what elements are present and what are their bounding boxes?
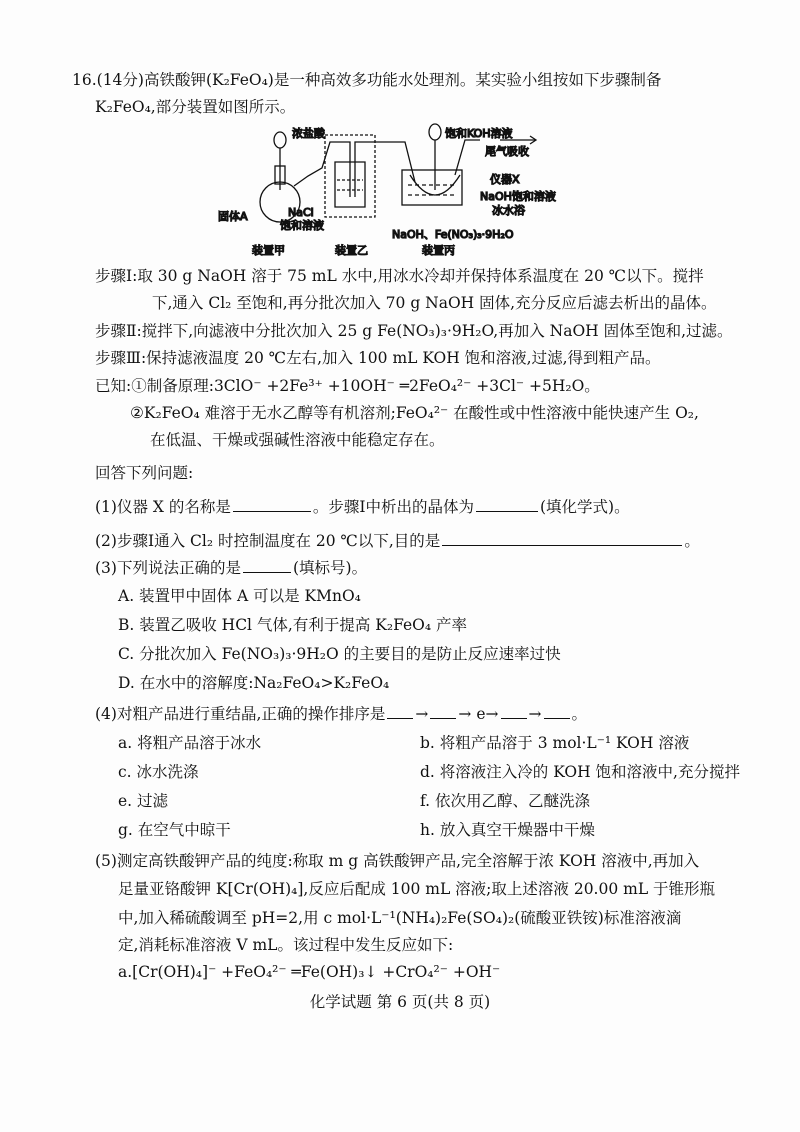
step-1-cont: 下,通入 Cl₂ 至饱和,再分批次加入 70 g NaOH 固体,充分反应后滤去析出的晶体。 bbox=[152, 294, 717, 312]
label-tail-gas: 尾气吸收 bbox=[485, 145, 529, 158]
answer-blank[interactable] bbox=[243, 558, 291, 573]
reaction-a: a.[Cr(OH)₄]⁻ +FeO₄²⁻ ═Fe(OH)₃↓ +CrO₄²⁻ +OH⁻ bbox=[118, 963, 501, 981]
label-naoh-sat: NaOH饱和溶液 bbox=[480, 190, 556, 203]
q4-option-f: f. 依次用乙醇、乙醚洗涤 bbox=[420, 792, 591, 810]
step-2: 步骤Ⅱ:搅拌下,向滤液中分批次加入 25 g Fe(NO₃)₃·9H₂O,再加入 NaOH 固体至饱和,过滤。 bbox=[95, 322, 733, 340]
q4-text: (4)对粗产品进行重结晶,正确的操作排序是 bbox=[95, 705, 386, 723]
q4-option-b: b. 将粗产品溶于 3 mol·L⁻¹ KOH 溶液 bbox=[420, 734, 690, 752]
arrow: → bbox=[458, 705, 472, 723]
q3-option-a: A. 装置甲中固体 A 可以是 KMnO₄ bbox=[118, 587, 361, 605]
answer-blank[interactable] bbox=[501, 704, 527, 719]
answer-blank[interactable] bbox=[442, 531, 682, 546]
question-1 bbox=[95, 497, 630, 517]
page-footer: 化学试题 第 6 页(共 8 页) bbox=[309, 993, 491, 1011]
q3-option-c: C. 分批次加入 Fe(NO₃)₃·9H₂O 的主要目的是防止反应速率过快 bbox=[118, 645, 561, 663]
q4-option-g: g. 在空气中晾干 bbox=[118, 821, 231, 839]
answer-blank[interactable] bbox=[387, 704, 413, 719]
label-nacl-sat: 饱和溶液 bbox=[280, 219, 324, 232]
q1-text: (1)仪器 X 的名称是 bbox=[95, 498, 231, 516]
q4-option-c: c. 冰水洗涤 bbox=[118, 763, 199, 781]
fixed-step-e: e→ bbox=[476, 705, 499, 723]
label-apparatus-bing: 装置丙 bbox=[422, 244, 455, 257]
q4-option-h: h. 放入真空干燥器中干燥 bbox=[420, 821, 595, 839]
known-1: 已知:①制备原理:3ClO⁻ +2Fe³⁺ +10OH⁻ ═2FeO₄²⁻ +3Cl⁻ +5H₂O。 bbox=[95, 377, 600, 395]
q3-option-b: B. 装置乙吸收 HCl 气体,有利于提高 K₂FeO₄ 产率 bbox=[118, 616, 468, 634]
question-4 bbox=[95, 704, 587, 724]
known-2-cont: 在低温、干燥或强碱性溶液中能稳定存在。 bbox=[150, 431, 445, 449]
label-instrument-x: 仪器X bbox=[490, 173, 520, 186]
label-sat-koh: 饱和KOH溶液 bbox=[445, 127, 513, 140]
question-5-cont: 定,消耗标准溶液 V mL。该过程中发生反应如下: bbox=[118, 936, 454, 954]
known-2: ②K₂FeO₄ 难溶于无水乙醇等有机溶剂;FeO₄²⁻ 在酸性或中性溶液中能快速产生 O₂, bbox=[130, 404, 699, 422]
label-apparatus-yi: 装置乙 bbox=[335, 244, 368, 257]
label-apparatus-jia: 装置甲 bbox=[252, 244, 285, 257]
question-16-intro-cont: K₂FeO₄,部分装置如图所示。 bbox=[95, 98, 296, 116]
step-1: 步骤Ⅰ:取 30 g NaOH 溶于 75 mL 水中,用冰水冷却并保持体系温度在 20 ℃以下。搅拌 bbox=[95, 267, 704, 285]
q3-text: (填标号)。 bbox=[292, 559, 368, 577]
apparatus-diagram bbox=[218, 120, 570, 260]
label-solid-a: 固体A bbox=[218, 210, 248, 223]
q4-option-d: d. 将溶液注入冷的 KOH 饱和溶液中,充分搅拌 bbox=[420, 763, 740, 781]
q4-option-e: e. 过滤 bbox=[118, 792, 169, 810]
label-conc-hcl: 浓盐酸 bbox=[292, 127, 325, 140]
q4-text: 。 bbox=[571, 705, 588, 723]
q1-text: (填化学式)。 bbox=[539, 498, 630, 516]
q3-text: (3)下列说法正确的是 bbox=[95, 559, 241, 577]
q3-option-d: D. 在水中的溶解度:Na₂FeO₄>K₂FeO₄ bbox=[118, 674, 390, 692]
question-16-intro: 16.(14分)高铁酸钾(K₂FeO₄)是一种高效多功能水处理剂。某实验小组按如下步骤制备 bbox=[72, 71, 662, 89]
question-5: (5)测定高铁酸钾产品的纯度:称取 m g 高铁酸钾产品,完全溶解于浓 KOH 溶液中,再加入 bbox=[95, 852, 700, 870]
answer-blank[interactable] bbox=[233, 497, 311, 512]
q1-text: 。步骤Ⅰ中析出的晶体为 bbox=[312, 498, 474, 516]
step-3: 步骤Ⅲ:保持滤液温度 20 ℃左右,加入 100 mL KOH 饱和溶液,过滤,得到粗产品。 bbox=[95, 349, 661, 367]
question-2 bbox=[95, 531, 700, 551]
q2-text: (2)步骤Ⅰ通入 Cl₂ 时控制温度在 20 ℃以下,目的是 bbox=[95, 532, 441, 550]
answer-blank[interactable] bbox=[476, 497, 538, 512]
label-reagents: NaOH、Fe(NO₃)₃·9H₂O bbox=[392, 228, 514, 241]
arrow: → bbox=[415, 705, 429, 723]
answer-prompt: 回答下列问题: bbox=[95, 464, 194, 482]
arrow: → bbox=[528, 705, 542, 723]
answer-blank[interactable] bbox=[430, 704, 456, 719]
q4-option-a: a. 将粗产品溶于冰水 bbox=[118, 734, 262, 752]
question-5-cont: 中,加入稀硫酸调至 pH=2,用 c mol·L⁻¹(NH₄)₂Fe(SO₄)₂(硫酸亚铁铵)标准溶液滴 bbox=[118, 909, 682, 927]
label-ice-bath: 冰水浴 bbox=[492, 204, 525, 217]
label-nacl: NaCl bbox=[288, 206, 314, 219]
question-3 bbox=[95, 558, 367, 578]
answer-blank[interactable] bbox=[544, 704, 570, 719]
question-5-cont: 足量亚铬酸钾 K[Cr(OH)₄],反应后配成 100 mL 溶液;取上述溶液 20.00 mL 于锥形瓶 bbox=[118, 880, 716, 898]
q2-text: 。 bbox=[684, 532, 700, 550]
